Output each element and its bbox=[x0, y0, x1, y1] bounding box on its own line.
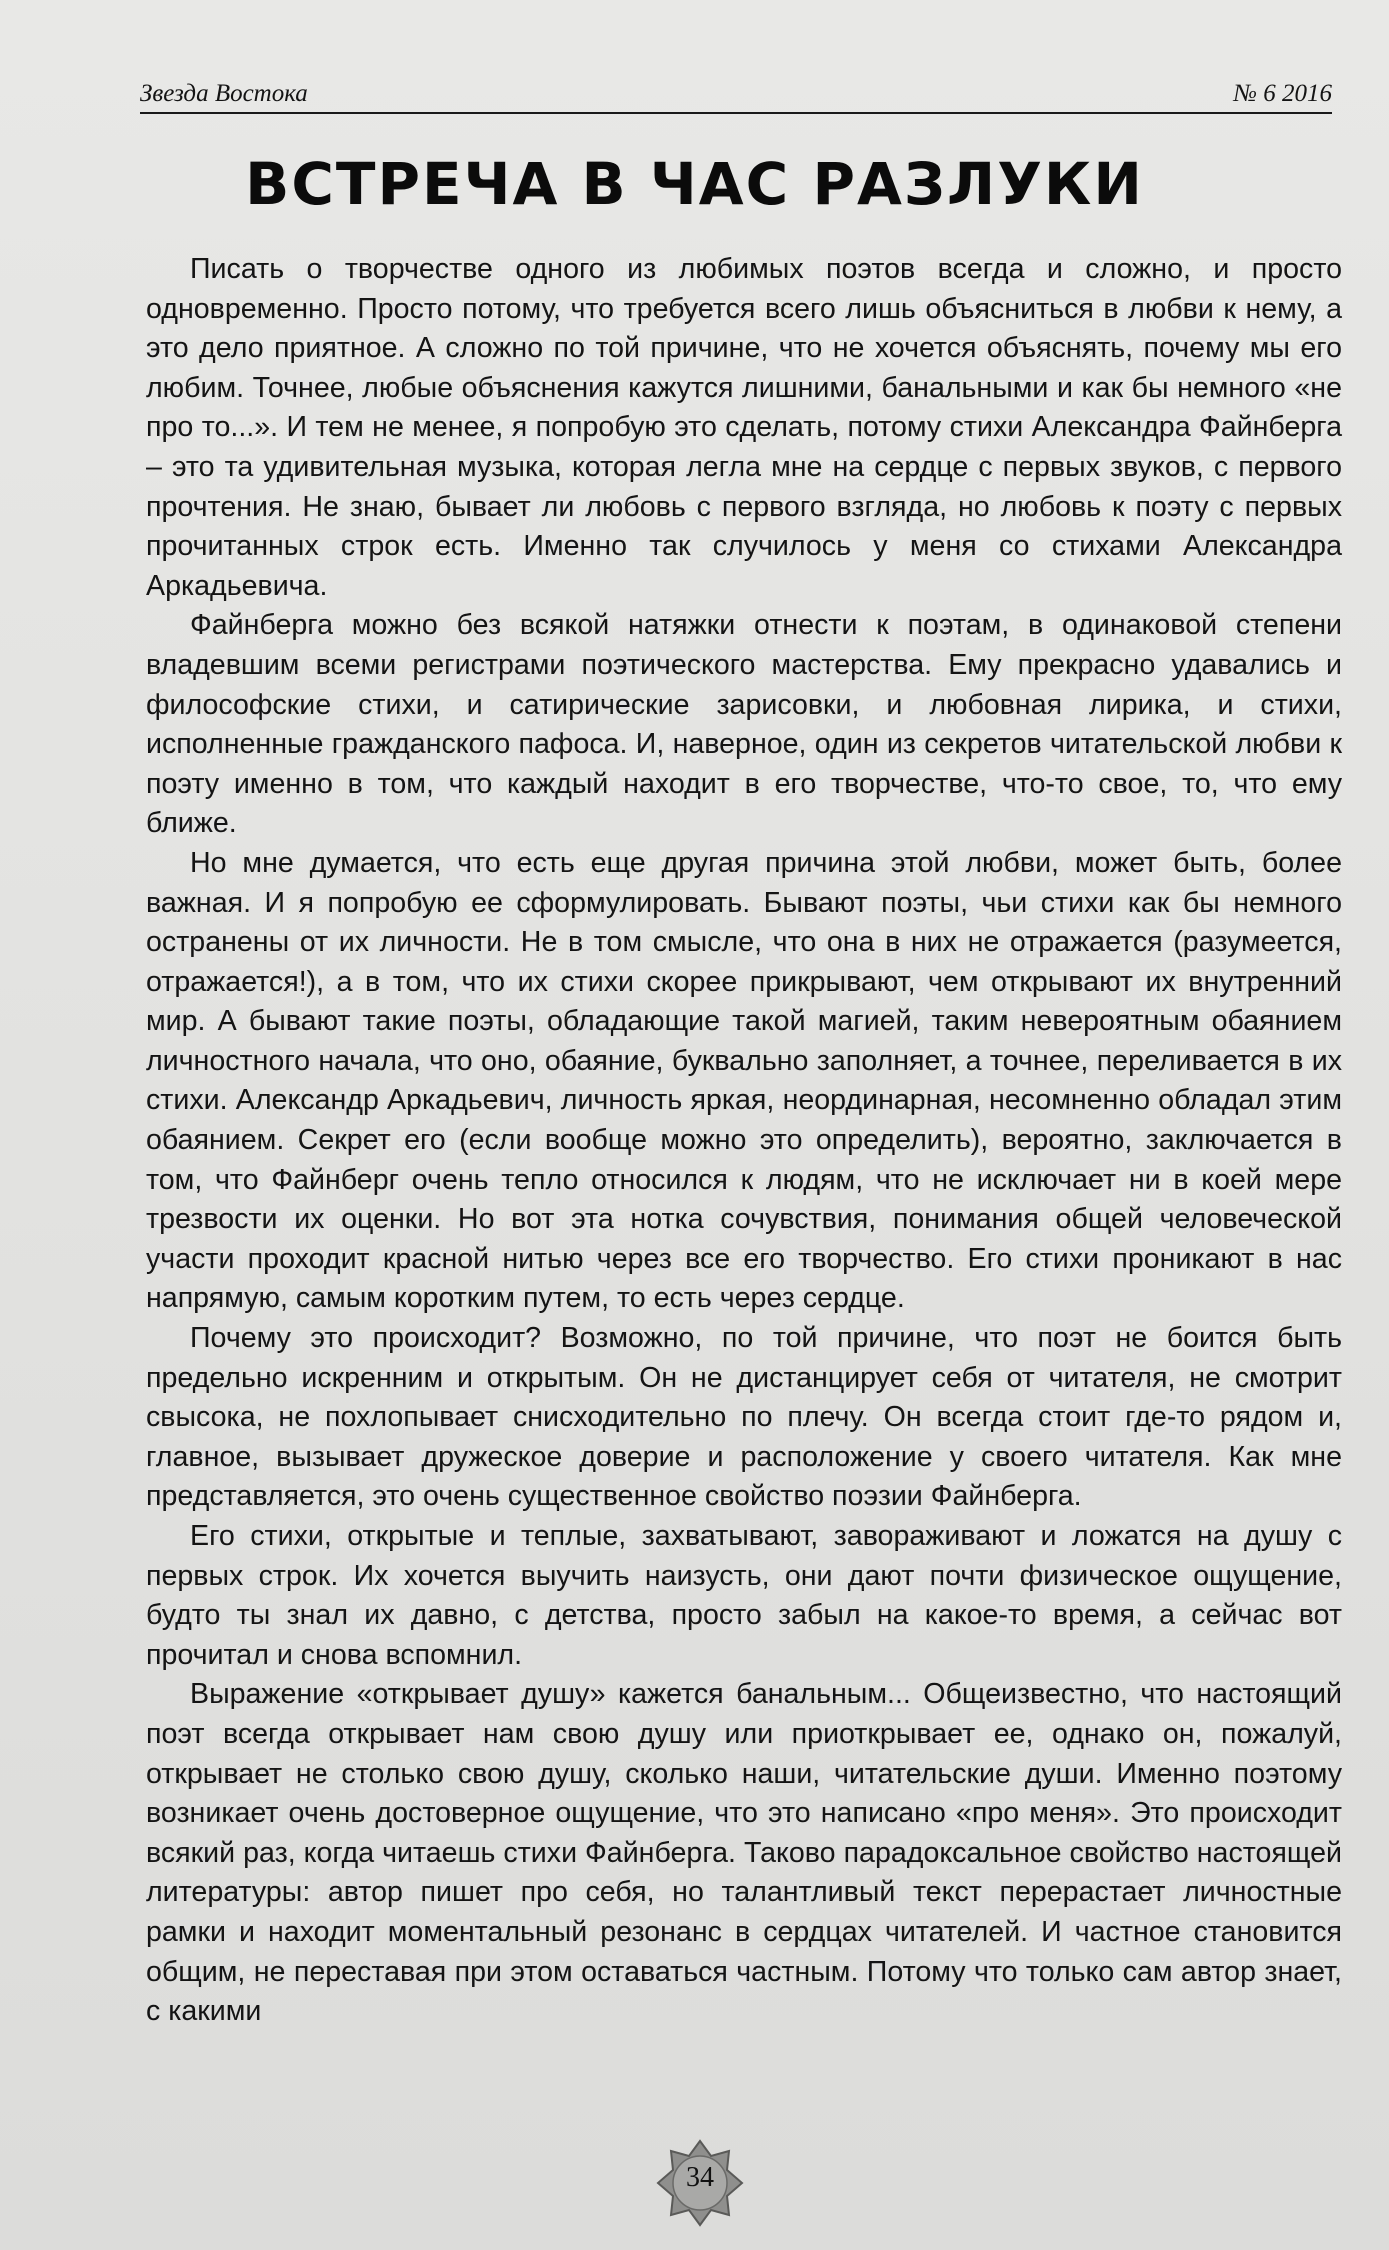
article-body bbox=[146, 250, 1342, 2032]
paragraph-2: Файнберга можно без всякой натяжки отнести к поэтам, в одинаковой степени владевшим всеми регистрами поэтического мастерства. Ему прекрасно удавались и философские стихи, и сатирические зарисовки, и любовная лирика, и стихи, исполненные гражданского пафоса. И, наверное, один из секретов читательской любви к поэту именно в том, что каждый находит в его творчестве, что-то свое, то, что ему ближе. bbox=[146, 609, 1342, 840]
page-number: 34 bbox=[686, 2162, 714, 2193]
page-number-badge bbox=[655, 2138, 745, 2228]
paragraph-4: Почему это происходит? Возможно, по той причине, что поэт не боится быть предельно искренним и открытым. Он не дистанцирует себя от читателя, не смотрит свысока, не похлопывает снисходительно по плечу. Он всегда стоит где-то рядом и, главное, вызывает дружеское доверие и расположение у своего читателя. Как мне представляется, это очень существенное свойство поэзии Файнберга. bbox=[146, 1322, 1342, 1513]
paragraph-3: Но мне думается, что есть еще другая причина этой любви, может быть, более важная. И я попробую ее сформулировать. Бывают поэты, чьи стихи как бы немного остранены от их личности. Не в том смысле, что она в них не отражается (разумеется, отражается!), а в том, что их стихи скорее прикрывают, чем открывают их внутренний мир. А бывают такие поэты, обладающие такой магией, таким невероятным обаянием личностного начала, что оно, обаяние, буквально заполняет, а точнее, переливается в их стихи. Александр Аркадьевич, личность яркая, неординарная, несомненно обладал этим обаянием. Секрет его (если вообще можно это определить), вероятно, заключается в том, что Файнберг очень тепло относился к людям, что не исключает ни в коей мере трезвости их оценки. Но вот эта нотка сочувствия, понимания общей человеческой участи проходит красной нитью через все его творчество. Его стихи проникают в нас напрямую, самым коротким путем, то есть через сердце. bbox=[146, 846, 1342, 1315]
issue-number: № 6 2016 bbox=[1233, 80, 1332, 107]
running-head bbox=[140, 76, 1332, 114]
article-title: ВСТРЕЧА В ЧАС РАЗЛУКИ bbox=[245, 150, 1144, 218]
paragraph-1: Писать о творчестве одного из любимых поэтов всегда и сложно, и просто одновременно. Просто потому, что требуется всего лишь объясниться в любви к нему, а это дело приятное. А сложно по той причине, что не хочется объяснять, почему мы его любим. Точнее, любые объяснения кажутся лишними, банальными и как бы немного «не про то...». И тем не менее, я попробую это сделать, потому стихи Александра Файнберга – это та удивительная музыка, которая легла мне на сердце с первых звуков, с первого прочтения. Не знаю, бывает ли любовь с первого взгляда, но любовь к поэту с первых прочитанных строк есть. Именно так случилось у меня со стихами Александра Аркадьевича. bbox=[146, 253, 1342, 602]
paragraph-5: Его стихи, открытые и теплые, захватывают, завораживают и ложатся на душу с первых строк. Их хочется выучить наизусть, они дают почти физическое ощущение, будто ты знал их давно, с детства, просто забыл на какое-то время, а сейчас вот прочитал и снова вспомнил. bbox=[146, 1520, 1342, 1671]
paragraph-6: Выражение «открывает душу» кажется банальным... Общеизвестно, что настоящий поэт всегда открывает нам свою душу или приоткрывает ее, однако он, пожалуй, открывает не столько свою душу, сколько наши, читательские души. Именно поэтому возникает очень достоверное ощущение, что это написано «про меня». Это происходит всякий раз, когда читаешь стихи Файнберга. Таково парадоксальное свойство настоящей литературы: автор пишет про себя, но талантливый текст перерастает личностные рамки и находит моментальный резонанс в сердцах читателей. И частное становится общим, не переставая при этом оставаться частным. Потому что только сам автор знает, с какими bbox=[146, 1678, 1342, 2028]
journal-name: Звезда Востока bbox=[140, 80, 308, 107]
